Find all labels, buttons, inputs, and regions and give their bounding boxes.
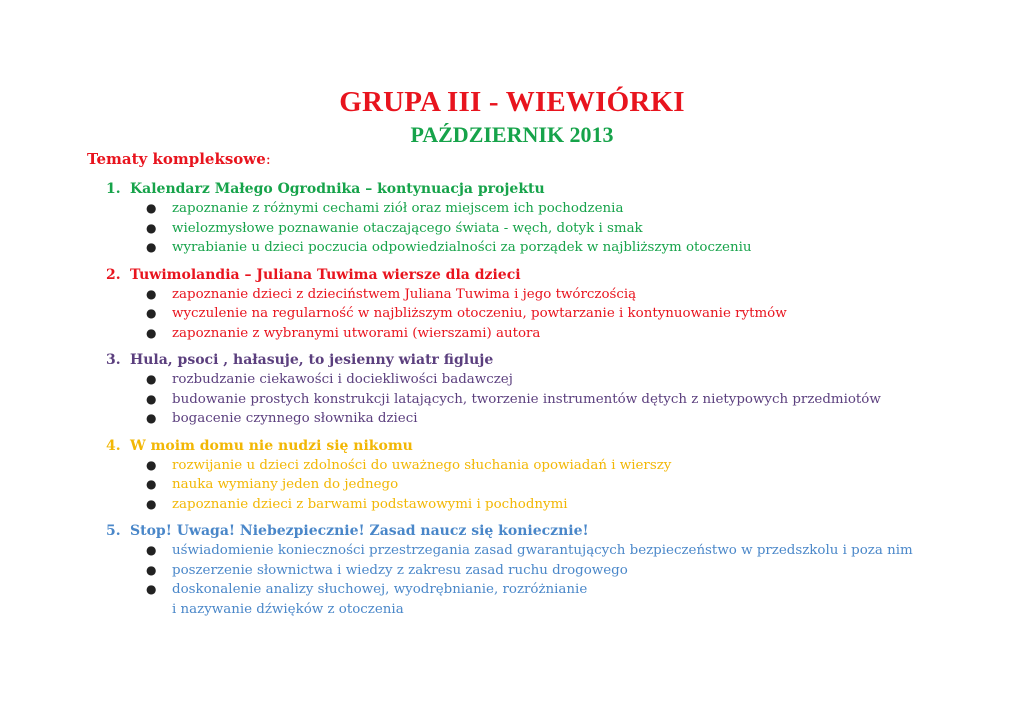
list-item-text: bogacenie czynnego słownika dzieci — [172, 411, 418, 426]
bullet-icon: ● — [146, 372, 157, 386]
list-item — [106, 495, 1006, 515]
list-item-text: rozbudzanie ciekawości i dociekliwości badawczej — [172, 372, 513, 387]
list-item — [106, 475, 1006, 495]
list-item — [106, 285, 1006, 305]
list-item-text: zapoznanie dzieci z dzieciństwem Juliana Tuwima i jego twórczością — [172, 286, 637, 302]
list-item — [106, 390, 1006, 410]
list-item — [106, 561, 1006, 581]
list-item — [106, 324, 1006, 344]
topic-3-number: 3. — [106, 352, 121, 368]
topic-4-number: 4. — [106, 437, 121, 454]
page-title: GRUPA III - WIEWIÓRKI — [339, 86, 685, 118]
bullet-icon: ● — [146, 240, 157, 254]
topic-4 — [106, 437, 1006, 515]
list-item-text: zapoznanie z wybranymi utworami (wierszami) autora — [172, 325, 541, 341]
bullet-icon: ● — [146, 201, 157, 215]
topic-1-bullets — [106, 199, 1006, 258]
topic-5-heading — [106, 522, 1006, 541]
section-label — [87, 150, 271, 168]
bullet-icon: ● — [146, 543, 157, 557]
list-item-text: uświadomienie konieczności przestrzegania zasad gwarantujących bezpieczeństwo w przedszkolu i poza nim — [172, 543, 913, 558]
bullet-icon: ● — [146, 306, 157, 320]
topic-1-number: 1. — [106, 181, 121, 197]
list-item-text: budowanie prostych konstrukcji latających, tworzenie instrumentów dętych z nietypowych przedmiotów — [172, 391, 881, 407]
topic-1-title: Kalendarz Małego Ogrodnika – kontynuacja projektu — [130, 181, 545, 197]
topic-1-heading — [106, 180, 1006, 199]
bullet-icon: ● — [146, 477, 157, 491]
list-item-text: wyrabianie u dzieci poczucia odpowiedzialności za porządek w najbliższym otoczeniu — [172, 240, 752, 255]
topic-list — [106, 180, 1006, 627]
section-label-colon: : — [265, 150, 271, 168]
bullet-icon: ● — [146, 220, 157, 235]
list-item-text: zapoznanie dzieci z barwami podstawowymi i pochodnymi — [172, 496, 568, 512]
list-item-text: zapoznanie z różnymi cechami ziół oraz miejscem ich pochodzenia — [172, 201, 624, 216]
topic-5-title: Stop! Uwaga! Niebezpiecznie! Zasad naucz się koniecznie! — [130, 523, 589, 539]
list-item — [106, 304, 1006, 324]
topic-3-title: Hula, psoci , hałasuje, to jesienny wiatr figluje — [130, 352, 494, 368]
list-item-text: wyczulenie na regularność w najbliższym otoczeniu, powtarzanie i kontynuowanie rytmów — [172, 306, 787, 321]
topic-1 — [106, 180, 1006, 258]
topic-2 — [106, 266, 1006, 344]
topic-5-number: 5. — [106, 523, 121, 539]
list-item — [106, 238, 1006, 258]
list-item-text: doskonalenie analizy słuchowej, wyodrębnianie, rozróżnianie — [172, 582, 588, 597]
bullet-icon: ● — [146, 411, 157, 425]
list-item-text: nauka wymiany jeden do jednego — [172, 477, 399, 492]
topic-4-heading — [106, 437, 1006, 456]
list-item-text-continuation: i nazywanie dźwięków z otoczenia — [172, 601, 404, 617]
topic-2-heading — [106, 266, 1006, 285]
bullet-icon: ● — [146, 325, 157, 340]
topic-2-number: 2. — [106, 266, 121, 283]
list-item — [106, 541, 1006, 561]
topic-3-heading — [106, 351, 1006, 370]
topic-5-bullets — [106, 541, 1006, 619]
list-item-text: wielozmysłowe poznawanie otaczającego świata - węch, dotyk i smak — [172, 220, 643, 236]
bullet-icon: ● — [146, 496, 157, 511]
bullet-icon: ● — [146, 391, 157, 406]
section-label-text: Tematy kompleksowe — [87, 150, 266, 168]
topic-4-bullets — [106, 456, 1006, 515]
bullet-icon: ● — [146, 286, 157, 301]
topic-3-bullets — [106, 370, 1006, 429]
topic-2-bullets — [106, 285, 1006, 344]
topic-4-title: W moim domu nie nudzi się nikomu — [130, 437, 413, 454]
bullet-icon: ● — [146, 457, 157, 472]
list-item — [106, 219, 1006, 239]
bullet-icon: ● — [146, 582, 157, 596]
topic-3 — [106, 351, 1006, 429]
list-item-text: rozwijanie u dzieci zdolności do uważnego słuchania opowiadań i wierszy — [172, 457, 672, 473]
topic-2-title: Tuwimolandia – Juliana Tuwima wiersze dla dzieci — [130, 266, 521, 283]
list-item — [106, 580, 1006, 619]
topic-5 — [106, 522, 1006, 619]
list-item — [106, 370, 1006, 390]
list-item — [106, 409, 1006, 429]
list-item — [106, 199, 1006, 219]
list-item — [106, 456, 1006, 476]
bullet-icon: ● — [146, 562, 157, 577]
list-item-text: poszerzenie słownictwa i wiedzy z zakresu zasad ruchu drogowego — [172, 562, 628, 578]
page-subtitle: PAŹDZIERNIK 2013 — [410, 122, 614, 147]
